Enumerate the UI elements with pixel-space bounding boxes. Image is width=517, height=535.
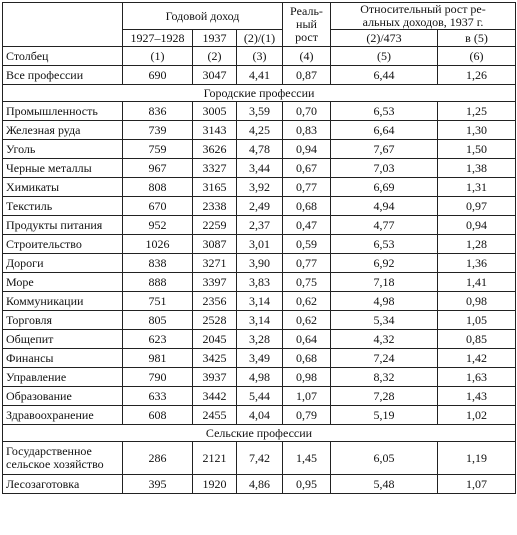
cell: 3087: [193, 235, 237, 254]
cell: 6,53: [331, 235, 438, 254]
header-row-1: [3, 3, 516, 30]
cell: 1,26: [438, 66, 516, 85]
cell: (2): [193, 47, 237, 66]
cell: 4,94: [331, 197, 438, 216]
cell: 759: [123, 140, 193, 159]
table-row: [3, 197, 516, 216]
cell: 670: [123, 197, 193, 216]
cell: 0,98: [438, 292, 516, 311]
cell: 751: [123, 292, 193, 311]
table-row: [3, 254, 516, 273]
row-label: Дороги: [3, 254, 123, 273]
cell: 1,42: [438, 349, 516, 368]
cell: 3271: [193, 254, 237, 273]
cell: 7,18: [331, 273, 438, 292]
row-label: Торговля: [3, 311, 123, 330]
cell: 3,90: [237, 254, 283, 273]
cell: 6,69: [331, 178, 438, 197]
cell: 790: [123, 368, 193, 387]
table-row: [3, 178, 516, 197]
table-body: [3, 47, 516, 494]
cell: 286: [123, 442, 193, 475]
cell: 836: [123, 102, 193, 121]
cell: 3327: [193, 159, 237, 178]
cell: 2455: [193, 406, 237, 425]
cell: 0,59: [283, 235, 331, 254]
cell: 3442: [193, 387, 237, 406]
row-label: Черные металлы: [3, 159, 123, 178]
cell: 0,67: [283, 159, 331, 178]
cell: 4,25: [237, 121, 283, 140]
row-label: Уголь: [3, 140, 123, 159]
cell: 5,34: [331, 311, 438, 330]
cell: 3,59: [237, 102, 283, 121]
cell: 0,83: [283, 121, 331, 140]
cell: 1,19: [438, 442, 516, 475]
section-header-row: [3, 425, 516, 442]
cell: (1): [123, 47, 193, 66]
table-row: [3, 368, 516, 387]
cell: 0,85: [438, 330, 516, 349]
cell: (3): [237, 47, 283, 66]
header-sub-1927: 1927–1928: [123, 30, 193, 47]
cell: 7,03: [331, 159, 438, 178]
cell: 6,64: [331, 121, 438, 140]
table-row: [3, 442, 516, 475]
cell: 1026: [123, 235, 193, 254]
row-label: Образование: [3, 387, 123, 406]
cell: 1,38: [438, 159, 516, 178]
cell: 1,36: [438, 254, 516, 273]
cell: 3,14: [237, 292, 283, 311]
cell: 4,86: [237, 475, 283, 494]
cell: 981: [123, 349, 193, 368]
cell: 3,92: [237, 178, 283, 197]
cell: 1,07: [283, 387, 331, 406]
cell: 805: [123, 311, 193, 330]
cell: 2,49: [237, 197, 283, 216]
header-annual-income: Годовой доход: [123, 3, 283, 30]
cell: 2045: [193, 330, 237, 349]
cell: (4): [283, 47, 331, 66]
row-label: Промышленность: [3, 102, 123, 121]
cell: 1,02: [438, 406, 516, 425]
cell: 3626: [193, 140, 237, 159]
cell: 3143: [193, 121, 237, 140]
cell: 888: [123, 273, 193, 292]
table-row: [3, 311, 516, 330]
cell: 2259: [193, 216, 237, 235]
cell: 0,79: [283, 406, 331, 425]
cell: 3,49: [237, 349, 283, 368]
cell: 3,01: [237, 235, 283, 254]
cell: 5,48: [331, 475, 438, 494]
cell: 2,37: [237, 216, 283, 235]
cell: 4,98: [331, 292, 438, 311]
table-row: [3, 387, 516, 406]
row-label: Лесозаготовка: [3, 475, 123, 494]
table-row: [3, 273, 516, 292]
cell: 3,14: [237, 311, 283, 330]
table-row: [3, 121, 516, 140]
cell: 0,47: [283, 216, 331, 235]
row-label: Текстиль: [3, 197, 123, 216]
row-label: Финансы: [3, 349, 123, 368]
cell: 3005: [193, 102, 237, 121]
header-relative-growth: Относительный рост ре- альных доходов, 1937 г.: [331, 3, 516, 30]
cell: 6,53: [331, 102, 438, 121]
cell: 0,95: [283, 475, 331, 494]
cell: 6,44: [331, 66, 438, 85]
cell: 633: [123, 387, 193, 406]
cell: 6,92: [331, 254, 438, 273]
header-sub-1937: 1937: [193, 30, 237, 47]
cell: 739: [123, 121, 193, 140]
cell: 5,19: [331, 406, 438, 425]
cell: 1920: [193, 475, 237, 494]
row-label: Химикаты: [3, 178, 123, 197]
cell: 4,41: [237, 66, 283, 85]
table-row: [3, 102, 516, 121]
table-row: [3, 406, 516, 425]
cell: 7,67: [331, 140, 438, 159]
cell: 2338: [193, 197, 237, 216]
cell: 838: [123, 254, 193, 273]
row-label: Строительство: [3, 235, 123, 254]
cell: 8,32: [331, 368, 438, 387]
cell: 0,98: [283, 368, 331, 387]
cell: 3,83: [237, 273, 283, 292]
cell: 967: [123, 159, 193, 178]
cell: 3425: [193, 349, 237, 368]
table-row: [3, 292, 516, 311]
cell: 1,30: [438, 121, 516, 140]
cell: 3937: [193, 368, 237, 387]
row-label: Коммуникации: [3, 292, 123, 311]
cell: 1,43: [438, 387, 516, 406]
income-table: [2, 2, 516, 494]
cell: 1,63: [438, 368, 516, 387]
table-row: [3, 349, 516, 368]
header-blank: [3, 3, 123, 47]
cell: 1,31: [438, 178, 516, 197]
cell: 4,04: [237, 406, 283, 425]
cell: 808: [123, 178, 193, 197]
cell: 0,87: [283, 66, 331, 85]
cell: 4,32: [331, 330, 438, 349]
cell: 952: [123, 216, 193, 235]
cell: 623: [123, 330, 193, 349]
row-label: Государственное сельское хозяйство: [3, 442, 123, 475]
cell: 0,64: [283, 330, 331, 349]
header-sub-ratio: (2)/(1): [237, 30, 283, 47]
cell: 0,62: [283, 311, 331, 330]
table-row: [3, 159, 516, 178]
cell: (6): [438, 47, 516, 66]
section-title: Сельские профессии: [3, 425, 516, 442]
cell: 1,28: [438, 235, 516, 254]
cell: 1,07: [438, 475, 516, 494]
cell: 2121: [193, 442, 237, 475]
cell: 4,77: [331, 216, 438, 235]
cell: 2528: [193, 311, 237, 330]
cell: 3047: [193, 66, 237, 85]
cell: 0,94: [438, 216, 516, 235]
header-real-growth: Реаль- ный рост: [283, 3, 331, 47]
all-professions-row: [3, 66, 516, 85]
cell: 0,77: [283, 178, 331, 197]
section-title: Городские профессии: [3, 85, 516, 102]
cell: 3397: [193, 273, 237, 292]
cell: 1,45: [283, 442, 331, 475]
cell: 0,94: [283, 140, 331, 159]
cell: 6,05: [331, 442, 438, 475]
column-number-row: [3, 47, 516, 66]
row-label: Продукты питания: [3, 216, 123, 235]
row-label: Здравоохранение: [3, 406, 123, 425]
row-label: Управление: [3, 368, 123, 387]
cell: 3,44: [237, 159, 283, 178]
table-row: [3, 475, 516, 494]
all-row-label: Все профессии: [3, 66, 123, 85]
row-label: Море: [3, 273, 123, 292]
cell: 2356: [193, 292, 237, 311]
header-sub-473: (2)/473: [331, 30, 438, 47]
column-row-label: Столбец: [3, 47, 123, 66]
cell: 608: [123, 406, 193, 425]
cell: 0,62: [283, 292, 331, 311]
cell: 7,28: [331, 387, 438, 406]
cell: 0,75: [283, 273, 331, 292]
cell: 4,98: [237, 368, 283, 387]
cell: 1,41: [438, 273, 516, 292]
cell: 0,70: [283, 102, 331, 121]
cell: 0,97: [438, 197, 516, 216]
table-row: [3, 140, 516, 159]
cell: 395: [123, 475, 193, 494]
row-label: Общепит: [3, 330, 123, 349]
header-sub-in5: в (5): [438, 30, 516, 47]
cell: 1,50: [438, 140, 516, 159]
cell: 7,42: [237, 442, 283, 475]
cell: 3,28: [237, 330, 283, 349]
table-row: [3, 330, 516, 349]
section-header-row: [3, 85, 516, 102]
cell: 4,78: [237, 140, 283, 159]
table-row: [3, 235, 516, 254]
cell: 690: [123, 66, 193, 85]
cell: 5,44: [237, 387, 283, 406]
row-label: Железная руда: [3, 121, 123, 140]
cell: 0,77: [283, 254, 331, 273]
table-row: [3, 216, 516, 235]
cell: (5): [331, 47, 438, 66]
cell: 0,68: [283, 349, 331, 368]
cell: 1,05: [438, 311, 516, 330]
cell: 1,25: [438, 102, 516, 121]
cell: 0,68: [283, 197, 331, 216]
cell: 3165: [193, 178, 237, 197]
cell: 7,24: [331, 349, 438, 368]
